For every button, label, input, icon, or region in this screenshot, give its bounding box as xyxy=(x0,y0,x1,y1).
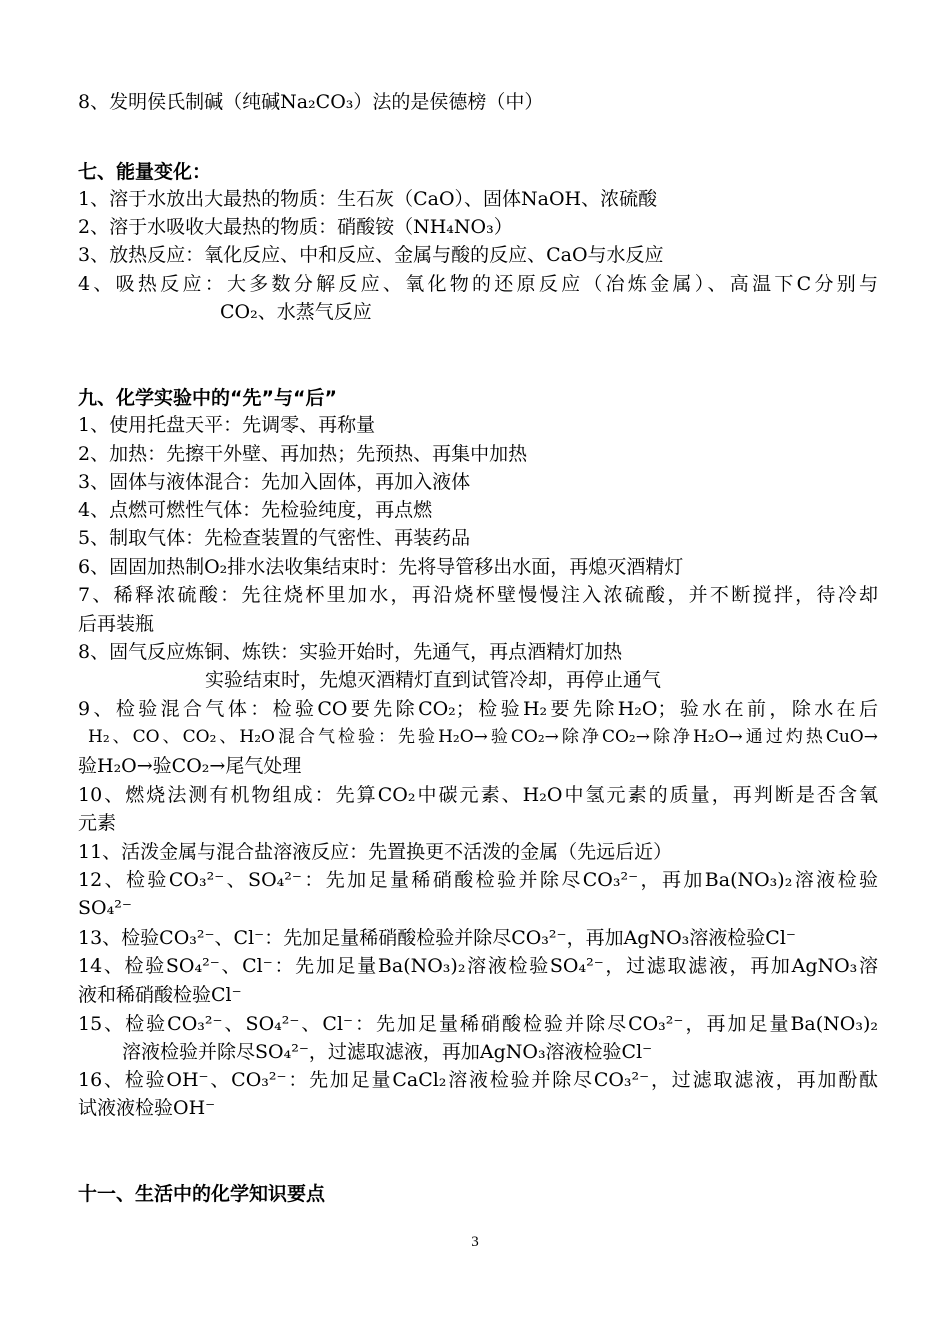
text-line: 溶液检验并除尽SO₄²⁻，过滤取滤液，再加AgNO₃溶液检验Cl⁻ xyxy=(122,1041,653,1063)
text-line: 1、使用托盘天平：先调零、再称量 xyxy=(78,414,376,436)
text-line: 元素 xyxy=(78,812,117,834)
text-line: 5、制取气体：先检查装置的气密性、再装药品 xyxy=(78,527,471,549)
section-heading: 七、能量变化： xyxy=(78,161,212,183)
text-line: 8、固气反应炼铜、炼铁：实验开始时，先通气，再点酒精灯加热 xyxy=(78,641,623,663)
text-line: 13、检验CO₃²⁻、Cl⁻：先加足量稀硝酸检验并除尽CO₃²⁻，再加AgNO₃溶液检验Cl⁻ xyxy=(78,927,796,949)
text-line: 14、检验SO₄²⁻、Cl⁻：先加足量Ba(NO₃)₂溶液检验SO₄²⁻，过滤取滤液，再加AgNO₃溶 xyxy=(78,955,878,977)
text-line: 6、固固加热制O₂排水法收集结束时：先将导管移出水面，再熄灭酒精灯 xyxy=(78,556,684,578)
text-line: 10、燃烧法测有机物组成：先算CO₂中碳元素、H₂O中氢元素的质量，再判断是否含氧 xyxy=(78,784,878,806)
text-line: 3、放热反应：氧化反应、中和反应、金属与酸的反应、CaO与水反应 xyxy=(78,244,664,266)
text-line: 15、检验CO₃²⁻、SO₄²⁻、Cl⁻：先加足量稀硝酸检验并除尽CO₃²⁻，再加足量Ba(NO₃)₂ xyxy=(78,1013,878,1035)
text-line: 试液液检验OH⁻ xyxy=(78,1097,216,1119)
text-line: CO₂、水蒸气反应 xyxy=(220,301,372,323)
text-line: 1、溶于水放出大最热的物质：生石灰（CaO）、固体NaOH、浓硫酸 xyxy=(78,188,658,210)
text-line: 验H₂O→验CO₂→尾气处理 xyxy=(78,755,302,777)
text-line: H₂、CO、CO₂、H₂O混合气检验：先验H₂O→验CO₂→除净CO₂→除净H₂O→通过灼热CuO→ xyxy=(88,727,878,747)
text-line: SO₄²⁻ xyxy=(78,897,132,919)
text-line: 后再装瓶 xyxy=(78,613,155,635)
text-line: 4、吸热反应：大多数分解反应、氧化物的还原反应（冶炼金属）、高温下C分别与 xyxy=(78,273,878,295)
section-heading: 九、化学实验中的“先”与“后” xyxy=(78,387,337,409)
page-number: 3 xyxy=(471,1234,479,1250)
text-line: 2、溶于水吸收大最热的物质：硝酸铵（NH₄NO₃） xyxy=(78,216,513,238)
text-line: 12、检验CO₃²⁻、SO₄²⁻：先加足量稀硝酸检验并除尽CO₃²⁻，再加Ba(NO₃)₂溶液检验 xyxy=(78,869,878,891)
text-line: 实验结束时，先熄灭酒精灯直到试管冷却，再停止通气 xyxy=(205,669,662,691)
text-line: 4、点燃可燃性气体：先检验纯度，再点燃 xyxy=(78,499,433,521)
text-line: 2、加热：先擦干外壁、再加热；先预热、再集中加热 xyxy=(78,443,528,465)
text-line: 16、检验OH⁻、CO₃²⁻：先加足量CaCl₂溶液检验并除尽CO₃²⁻，过滤取滤液，再加酚酞 xyxy=(78,1069,878,1091)
text-line: 9、检验混合气体：检验CO要先除CO₂；检验H₂要先除H₂O；验水在前，除水在后 xyxy=(78,698,878,720)
section-heading: 十一、生活中的化学知识要点 xyxy=(78,1183,326,1205)
text-line: 7、稀释浓硫酸：先往烧杯里加水，再沿烧杯壁慢慢注入浓硫酸，并不断搅拌，待冷却 xyxy=(78,584,878,606)
text-line: 3、固体与液体混合：先加入固体，再加入液体 xyxy=(78,471,471,493)
text-line: 液和稀硝酸检验Cl⁻ xyxy=(78,984,242,1006)
text-line: 11、活泼金属与混合盐溶液反应：先置换更不活泼的金属（先远后近） xyxy=(78,841,673,863)
text-line: 8、发明侯氏制碱（纯碱Na₂CO₃）法的是侯德榜（中） xyxy=(78,91,544,113)
